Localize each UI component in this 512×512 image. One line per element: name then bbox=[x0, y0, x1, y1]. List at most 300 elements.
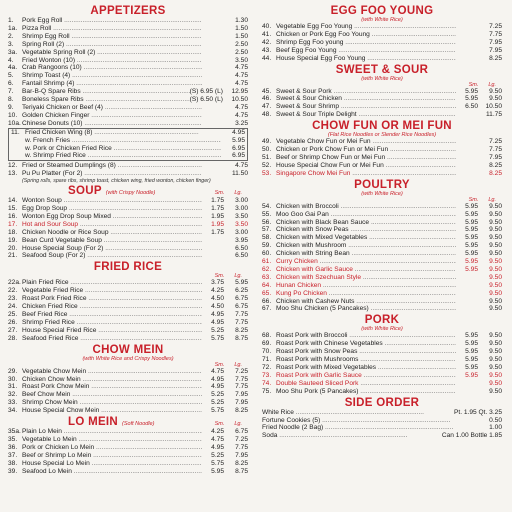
item-number: 14. bbox=[8, 197, 18, 205]
item-number: 29. bbox=[8, 367, 18, 375]
item-name: Chicken or Pork Chow Fun or Mei Fun ..... bbox=[276, 146, 456, 154]
item-number: 55. bbox=[262, 210, 272, 218]
item-price-large: 9.50 bbox=[478, 258, 502, 266]
item-name: House Special Fried Rice ..... bbox=[22, 327, 202, 335]
item-number: 65. bbox=[262, 289, 272, 297]
menu-item bbox=[262, 388, 502, 396]
menu-item bbox=[11, 129, 245, 137]
item-number: 32. bbox=[8, 391, 18, 399]
item-price-small bbox=[202, 170, 224, 178]
item-price-large: 7.75 bbox=[224, 311, 248, 319]
item-name: Bean Curd Vegetable Soup ..... bbox=[22, 237, 202, 245]
item-name: Shrimp Egg Foo young ..... bbox=[276, 39, 456, 47]
item-price-small: 1.75 bbox=[202, 197, 224, 205]
item-price-large: 6.50 bbox=[224, 245, 248, 253]
item-price-large: 9.50 bbox=[478, 203, 502, 211]
item-name: Teriyaki Chicken or Beef (4) ..... bbox=[22, 104, 202, 112]
item-price-large: 7.25 bbox=[478, 23, 502, 31]
item-name: Pork Egg Roll ..... bbox=[22, 17, 202, 25]
item-number: 33. bbox=[8, 399, 18, 407]
item-name: Shrimp Toast (4) ..... bbox=[22, 72, 202, 80]
item-number: 44. bbox=[262, 54, 272, 62]
item-name: Beef Egg Foo Young ..... bbox=[276, 47, 456, 55]
item-price-small: 5.95 bbox=[456, 234, 478, 242]
item-name: Vegetable Egg Foo Young ..... bbox=[276, 23, 456, 31]
item-price-large: 7.75 bbox=[224, 383, 248, 391]
side-order-item bbox=[262, 424, 502, 432]
section-subtitle: (with White Rice) bbox=[361, 190, 403, 197]
side-item-name: Fried Noodle (2 Bag) ..... bbox=[262, 424, 489, 432]
item-price-small: 5.75 bbox=[202, 460, 224, 468]
item-price-small: 3.75 bbox=[202, 279, 224, 287]
item-price-large: 7.95 bbox=[478, 47, 502, 55]
item-name: Vegetable Chow Mein ..... bbox=[22, 368, 202, 376]
menu-item bbox=[8, 444, 248, 452]
section-title: EGG FOO YOUNG bbox=[330, 5, 434, 17]
menu-item bbox=[8, 112, 248, 120]
item-number: 63. bbox=[262, 273, 272, 281]
side-order-item bbox=[262, 417, 502, 425]
item-number: 4. bbox=[8, 56, 14, 64]
item-price-large: 6.50 bbox=[224, 252, 248, 260]
menu-item bbox=[8, 319, 248, 327]
item-name: House Special Lo Mein ..... bbox=[22, 460, 202, 468]
size-small-label: Sm. bbox=[468, 81, 479, 88]
item-name: House Special Egg Foo Young ..... bbox=[276, 55, 456, 63]
item-number: 73. bbox=[262, 371, 272, 379]
item-name: Plain Fried Rice ..... bbox=[22, 279, 202, 287]
menu-item bbox=[8, 279, 248, 287]
side-item-price: 0.50 bbox=[489, 416, 502, 424]
item-name: Curry Chicken ..... bbox=[276, 258, 456, 266]
item-name: House Special Soup (For 2) ..... bbox=[22, 245, 202, 253]
item-number: 59. bbox=[262, 242, 272, 250]
item-price-large: 2.50 bbox=[224, 41, 248, 49]
menu-item bbox=[262, 138, 502, 146]
menu-item bbox=[8, 287, 248, 295]
menu-item bbox=[8, 383, 248, 391]
menu-item bbox=[8, 170, 248, 178]
item-name: House Special Chow Fun or Mei Fun ..... bbox=[276, 162, 456, 170]
item-price-small: 4.25 bbox=[202, 428, 224, 436]
item-price-large: 9.50 bbox=[478, 380, 502, 388]
item-price-small: 5.25 bbox=[202, 391, 224, 399]
item-price-small bbox=[456, 154, 478, 162]
item-number: 70. bbox=[262, 348, 272, 356]
item-number: 22. bbox=[8, 287, 18, 295]
item-price-large: 1.50 bbox=[224, 25, 248, 33]
item-price-large: 8.25 bbox=[478, 170, 502, 178]
item-price-large: 6.25 bbox=[224, 287, 248, 295]
item-number: 69. bbox=[262, 340, 272, 348]
item-number: 61. bbox=[262, 258, 272, 266]
item-price-large: 9.50 bbox=[478, 282, 502, 290]
item-number: 45. bbox=[262, 87, 272, 95]
menu-item bbox=[262, 111, 502, 119]
item-name: Roast Pork with Snow Peas ..... bbox=[276, 348, 456, 356]
item-name: Roast Pork with Mixed Vegetables ..... bbox=[276, 364, 456, 372]
item-price-large: 9.50 bbox=[478, 266, 502, 274]
menu-item bbox=[8, 96, 248, 104]
item-name: Roast Pork with Garlic Sauce ..... bbox=[276, 372, 456, 380]
item-number: 8. bbox=[8, 96, 14, 104]
size-labels bbox=[154, 421, 248, 427]
item-price-small bbox=[456, 31, 478, 39]
item-number: 60. bbox=[262, 250, 272, 258]
item-price-small: 5.95 bbox=[456, 95, 478, 103]
section-title: CHOW MEIN bbox=[92, 343, 164, 356]
item-price-small bbox=[202, 120, 224, 128]
item-name: Fried Wonton (10) ..... bbox=[22, 57, 202, 65]
menu-item bbox=[262, 348, 502, 356]
item-price-large: 1.50 bbox=[224, 33, 248, 41]
item-price-large: 9.50 bbox=[478, 95, 502, 103]
side-item-price: Can 1.00 Bottle 1.85 bbox=[441, 432, 502, 440]
item-price-small bbox=[456, 23, 478, 31]
item-number: 3a. bbox=[8, 48, 18, 56]
sub-item-name: w. French Fries ..... bbox=[25, 137, 221, 145]
item-price-large: 4.75 bbox=[224, 104, 248, 112]
item-price-small bbox=[456, 282, 478, 290]
item-name: Wonton Egg Drop Soup Mixed ..... bbox=[22, 213, 202, 221]
item-price-large: 9.50 bbox=[478, 250, 502, 258]
item-price-large: 7.75 bbox=[224, 376, 248, 384]
item-price-large: 5.95 bbox=[224, 279, 248, 287]
item-name: House Special Chow Mein ..... bbox=[22, 407, 202, 415]
item-name: Wonton Soup ..... bbox=[22, 197, 202, 205]
item-number: 35. bbox=[8, 435, 18, 443]
item-price-small: 5.95 bbox=[456, 356, 478, 364]
section-title: PORK bbox=[364, 314, 400, 327]
item-price-large: 8.75 bbox=[224, 335, 248, 343]
menu-item bbox=[262, 234, 502, 242]
item-number: 19. bbox=[8, 236, 18, 244]
menu-item bbox=[8, 311, 248, 319]
item-name: Chicken with Garlic Sauce ..... bbox=[276, 266, 456, 274]
item-price-small bbox=[456, 146, 478, 154]
menu-item bbox=[8, 41, 248, 49]
item-price-large: 9.50 bbox=[478, 226, 502, 234]
item-price-large: 1.30 bbox=[224, 17, 248, 25]
item-name: Moo Shu Pork (5 Pancakes) ..... bbox=[276, 388, 456, 396]
section-title: POULTRY bbox=[354, 178, 410, 191]
item-price-large: 9.50 bbox=[478, 234, 502, 242]
item-name: Fantail Shrimp (4) ..... bbox=[22, 80, 202, 88]
size-large-label: Lg. bbox=[234, 421, 242, 428]
item-number: 39. bbox=[8, 467, 18, 475]
item-name: Roast Pork with Chinese Vegetables ..... bbox=[276, 340, 456, 348]
item-name: Fried or Steamed Dumplings (8) ..... bbox=[22, 162, 202, 170]
item-name: Pizza Roll ..... bbox=[22, 25, 202, 33]
menu-item bbox=[8, 252, 248, 260]
item-price-large: 9.50 bbox=[478, 290, 502, 298]
item-name: Vegetable Spring Roll (2) ..... bbox=[22, 49, 202, 57]
item-name: Spring Roll (2) ..... bbox=[22, 41, 202, 49]
wing-combo-box bbox=[8, 128, 248, 162]
item-number: 6. bbox=[8, 80, 14, 88]
side-item-price: 1.00 bbox=[489, 424, 502, 432]
item-number: 38. bbox=[8, 459, 18, 467]
item-name: Chicken with Broccoli ..... bbox=[276, 203, 456, 211]
item-name: Chicken Noodle or Rice Soup ..... bbox=[22, 229, 202, 237]
item-price-large: 3.50 bbox=[224, 57, 248, 65]
item-price-small: 1.95 bbox=[202, 221, 224, 229]
item-price-large: 9.50 bbox=[478, 356, 502, 364]
size-large-label: Lg. bbox=[234, 361, 242, 368]
menu-item bbox=[8, 64, 248, 72]
item-price-large: 7.95 bbox=[224, 399, 248, 407]
item-number: 58. bbox=[262, 234, 272, 242]
section-title: APPETIZERS bbox=[90, 5, 166, 17]
item-price-small bbox=[199, 129, 221, 137]
item-number: 67. bbox=[262, 305, 272, 313]
item-price-small: 5.25 bbox=[202, 327, 224, 335]
item-number: 10a. bbox=[8, 119, 21, 127]
item-number: 49. bbox=[262, 138, 272, 146]
item-price-large: 3.95 bbox=[224, 237, 248, 245]
item-number: 5. bbox=[8, 72, 14, 80]
item-price-large: 4.75 bbox=[224, 72, 248, 80]
menu-item bbox=[262, 298, 502, 306]
menu-item bbox=[262, 219, 502, 227]
item-number: 34. bbox=[8, 407, 18, 415]
item-price-large: 8.25 bbox=[478, 55, 502, 63]
item-price-small: 1.75 bbox=[202, 229, 224, 237]
item-price-large: 10.50 bbox=[478, 103, 502, 111]
menu-item bbox=[8, 428, 248, 436]
lo-mein-header bbox=[8, 415, 248, 428]
item-price-large: 9.50 bbox=[478, 219, 502, 227]
item-number: 36. bbox=[8, 443, 18, 451]
section-subtitle: (Flat Rice Noodles or Slender Rice Noodles) bbox=[327, 132, 437, 139]
menu-item bbox=[8, 33, 248, 41]
item-number: 12. bbox=[8, 162, 18, 170]
sub-item-name: w. Shrimp Fried Rice ..... bbox=[25, 152, 221, 160]
item-price-small bbox=[456, 47, 478, 55]
item-number: 30. bbox=[8, 375, 18, 383]
item-name: Sweet & Sour Triple Delight ..... bbox=[276, 111, 456, 119]
item-name: Hot and Sour Soup ..... bbox=[22, 221, 202, 229]
section-subtitle: (with White Rice and Crispy Noodles) bbox=[82, 355, 174, 362]
item-name: Egg Drop Soup ..... bbox=[22, 205, 202, 213]
item-price-small: 4.50 bbox=[202, 303, 224, 311]
menu-item bbox=[8, 57, 248, 65]
item-price-large: 4.75 bbox=[224, 112, 248, 120]
item-name: Roast Pork with Mushrooms ..... bbox=[276, 356, 456, 364]
item-price-large: 10.50 bbox=[224, 96, 248, 104]
menu-item bbox=[8, 335, 248, 343]
item-name: Chicken or Pork Egg Foo Young ..... bbox=[276, 31, 456, 39]
menu-item bbox=[8, 303, 248, 311]
item-price-small bbox=[456, 305, 478, 313]
item-price-large: 6.75 bbox=[224, 295, 248, 303]
item-number: 52. bbox=[262, 161, 272, 169]
item-price-large: 3.50 bbox=[224, 213, 248, 221]
item-name: Fried Chicken Wing (8) ..... bbox=[25, 129, 199, 137]
menu-item bbox=[262, 95, 502, 103]
item-price-small: 5.95 bbox=[456, 258, 478, 266]
sub-item-price: 6.95 bbox=[221, 145, 245, 153]
menu-item bbox=[8, 399, 248, 407]
menu-item bbox=[8, 213, 248, 221]
item-number: 71. bbox=[262, 356, 272, 364]
item-number: 26. bbox=[8, 318, 18, 326]
item-price-large: 3.00 bbox=[224, 205, 248, 213]
item-number: 43. bbox=[262, 46, 272, 54]
item-number: 75. bbox=[262, 387, 272, 395]
side-order-item bbox=[262, 409, 502, 417]
menu-item bbox=[8, 120, 248, 128]
menu-item bbox=[8, 295, 248, 303]
item-price-small: 4.50 bbox=[202, 295, 224, 303]
item-name: Beef Chow Mein ..... bbox=[22, 391, 202, 399]
item-price-large: 4.95 bbox=[221, 129, 245, 137]
item-name: Bar-B-Q Spare Ribs ..... bbox=[22, 88, 190, 96]
item-price-small: 5.75 bbox=[202, 407, 224, 415]
item-price-large: 7.95 bbox=[224, 452, 248, 460]
item-price-small: 5.95 bbox=[456, 242, 478, 250]
section-subtitle: (with White Rice) bbox=[361, 75, 403, 82]
item-name: Chicken with Black Bean Sauce ..... bbox=[276, 219, 456, 227]
item-name: Double Sauteed Sliced Pork ..... bbox=[276, 380, 456, 388]
sub-item-name: w. Pork or Chicken Fried Rice ..... bbox=[25, 145, 221, 153]
item-number: 24. bbox=[8, 303, 18, 311]
menu-item bbox=[8, 229, 248, 237]
menu-item bbox=[262, 211, 502, 219]
item-price-small: 4.95 bbox=[202, 444, 224, 452]
menu-item bbox=[8, 221, 248, 229]
item-name: Chicken Chow Mein ..... bbox=[22, 376, 202, 384]
item-price-large: 7.75 bbox=[224, 444, 248, 452]
item-price-small: 5.25 bbox=[202, 452, 224, 460]
item-number: 35a. bbox=[8, 428, 21, 436]
size-large-label: Lg. bbox=[234, 190, 242, 197]
section-subtitle: (Soft Noodle) bbox=[122, 421, 155, 428]
item-number: 50. bbox=[262, 146, 272, 154]
item-price-large: 9.50 bbox=[478, 348, 502, 356]
menu-item bbox=[262, 88, 502, 96]
item-number: 53. bbox=[262, 169, 272, 177]
sub-item-price: 5.95 bbox=[221, 137, 245, 145]
item-price-small: 5.95 bbox=[456, 219, 478, 227]
item-price-large: 3.25 bbox=[224, 120, 248, 128]
item-price-small: 1.75 bbox=[202, 205, 224, 213]
item-price-small: 5.95 bbox=[456, 372, 478, 380]
item-price-large: 9.50 bbox=[478, 364, 502, 372]
item-price-small bbox=[456, 380, 478, 388]
item-name: Seafood Fried Rice ..... bbox=[22, 335, 202, 343]
size-small-label: Sm. bbox=[214, 361, 225, 368]
item-price-large: 3.00 bbox=[224, 229, 248, 237]
section-title: FRIED RICE bbox=[93, 261, 163, 274]
item-price-large: 7.25 bbox=[224, 368, 248, 376]
item-price-large: 8.75 bbox=[224, 468, 248, 476]
item-number: 10. bbox=[8, 111, 18, 119]
item-price-large: 4.75 bbox=[224, 64, 248, 72]
item-price-small: 5.95 bbox=[456, 203, 478, 211]
item-price-small: 5.95 bbox=[456, 211, 478, 219]
size-small-label: Sm. bbox=[214, 273, 225, 280]
item-price-small bbox=[202, 80, 224, 88]
item-number: 41. bbox=[262, 30, 272, 38]
item-name: Seafood Lo Mein ..... bbox=[22, 468, 202, 476]
menu-item bbox=[262, 340, 502, 348]
item-price-large: 12.95 bbox=[224, 88, 248, 96]
item-price-small: 5.95 bbox=[456, 332, 478, 340]
menu-item bbox=[8, 162, 248, 170]
item-name: Pu Pu Platter (For 2) ..... bbox=[22, 170, 202, 178]
section-title: SIDE ORDER bbox=[344, 396, 420, 409]
menu-item bbox=[262, 170, 502, 178]
item-number: 57. bbox=[262, 226, 272, 234]
section-title: CHOW FUN OR MEI FUN bbox=[312, 120, 452, 133]
item-name: Shrimp Fried Rice ..... bbox=[22, 319, 202, 327]
item-name: Beef Fried Rice ..... bbox=[22, 311, 202, 319]
menu-item bbox=[262, 266, 502, 274]
menu-sub-item bbox=[11, 145, 245, 153]
menu-item bbox=[8, 72, 248, 80]
menu-item bbox=[8, 245, 248, 253]
item-price-small bbox=[202, 41, 224, 49]
menu-item bbox=[8, 25, 248, 33]
side-item-name: Fortune Cookies (5) ..... bbox=[262, 417, 489, 425]
item-name: Chicken with String Bean ..... bbox=[276, 250, 456, 258]
item-price-small bbox=[456, 111, 478, 119]
item-price-small bbox=[456, 162, 478, 170]
side-item-name: White Rice ..... bbox=[262, 409, 454, 417]
item-number: 13. bbox=[8, 170, 18, 178]
menu-item bbox=[8, 407, 248, 415]
item-number: 40. bbox=[262, 23, 272, 30]
item-price-small bbox=[202, 33, 224, 41]
item-price-small bbox=[202, 104, 224, 112]
item-number: 28. bbox=[8, 334, 18, 342]
item-name: Vegetable Lo Mein ..... bbox=[22, 436, 202, 444]
item-price-large: 4.75 bbox=[224, 80, 248, 88]
item-number: 20. bbox=[8, 244, 18, 252]
item-name: Beef or Shrimp Chow Fun or Mei Fun ..... bbox=[276, 154, 456, 162]
menu-item bbox=[262, 103, 502, 111]
menu-item bbox=[262, 282, 502, 290]
item-price-small bbox=[202, 17, 224, 25]
item-price-small: 4.95 bbox=[202, 311, 224, 319]
item-price-small: 5.95 bbox=[456, 348, 478, 356]
item-name: Vegetable Chow Fun or Mei Fun ..... bbox=[276, 138, 456, 146]
section-title: SOUP bbox=[68, 185, 102, 198]
menu-item bbox=[262, 31, 502, 39]
item-name: Chicken with Mushroom ..... bbox=[276, 242, 456, 250]
item-price-small bbox=[202, 245, 224, 253]
section-title: LO MEIN bbox=[68, 416, 119, 429]
menu-item bbox=[262, 154, 502, 162]
item-number: 1a. bbox=[8, 24, 18, 32]
menu-item bbox=[262, 364, 502, 372]
item-number: 54. bbox=[262, 202, 272, 210]
item-price-large: 7.95 bbox=[478, 39, 502, 47]
item-name: Sweet & Sour Chicken ..... bbox=[276, 95, 456, 103]
item-price-small bbox=[456, 388, 478, 396]
item-price-small: 5.95 bbox=[456, 226, 478, 234]
item-price-small: 5.95 bbox=[202, 468, 224, 476]
side-item-name: Soda ..... bbox=[262, 432, 442, 440]
size-labels bbox=[155, 190, 248, 196]
size-small-label: Sm. bbox=[214, 421, 225, 428]
item-price-small: 5.95 bbox=[456, 266, 478, 274]
item-number: 25. bbox=[8, 311, 18, 318]
item-number: 47. bbox=[262, 103, 272, 111]
item-price-large: 11.75 bbox=[478, 111, 502, 119]
item-number: 21. bbox=[8, 252, 18, 260]
